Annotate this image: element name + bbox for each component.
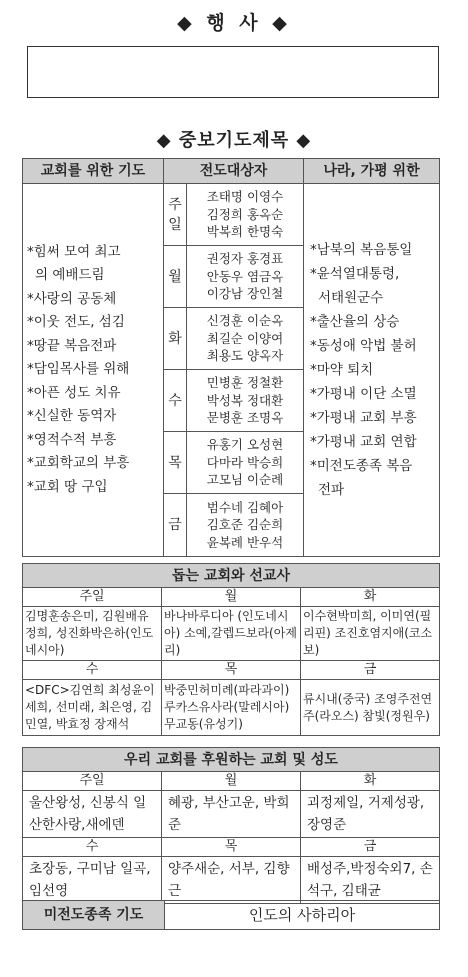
nation-prayer-item: *가평내 이단 소멸 bbox=[310, 386, 417, 402]
church-prayer-item: *아픈 성도 치유 bbox=[27, 384, 121, 401]
church-prayer-item: *사랑의 공동체 bbox=[27, 290, 117, 307]
support-entry: 바나바루디아 (인도네시아) 소예,갈렙드보라(아제리) bbox=[162, 607, 301, 661]
evangelism-name-line: 윤복례 반우석 bbox=[206, 534, 284, 550]
support-entry: 류시내(중국) 조영주전연주(라오스) 참빛(정원우) bbox=[301, 680, 440, 736]
events-title: ◆ 행 사 ◆ bbox=[177, 12, 291, 34]
evangelism-names bbox=[187, 308, 304, 370]
prayer-table bbox=[22, 158, 440, 557]
header-church: 교회를 위한 기도 bbox=[23, 159, 164, 184]
nation-prayer-item: *남북의 복음통일 bbox=[310, 242, 413, 258]
affiliates-day: 수 bbox=[23, 838, 162, 857]
day-label: 화 bbox=[164, 308, 187, 370]
nation-prayer-item: *동성애 악법 불허 bbox=[310, 338, 417, 354]
evangelism-names bbox=[187, 246, 304, 308]
evangelism-name-line: 문병훈 조명옥 bbox=[206, 410, 284, 426]
evangelism-name-line: 최길순 이양여 bbox=[206, 330, 284, 346]
evangelism-name-line: 안동우 염금옥 bbox=[206, 268, 284, 284]
header-nation: 나라, 가평 위한 bbox=[304, 159, 440, 184]
affiliates-day: 금 bbox=[301, 838, 440, 857]
affiliates-day: 주일 bbox=[23, 772, 162, 791]
church-prayer-item: *힘써 모여 최고 bbox=[27, 243, 121, 260]
affiliates-entry: 양주새순, 서부, 김향근 bbox=[162, 857, 301, 904]
mission-value: 인도의 사하리아 bbox=[165, 901, 440, 930]
nation-prayer-item: *가평내 교회 부흥 bbox=[310, 410, 417, 426]
support-day: 주일 bbox=[23, 588, 162, 607]
day-label: 주 일 bbox=[164, 184, 187, 246]
support-day: 금 bbox=[301, 661, 440, 680]
affiliates-entry: 울산왕성, 신봉식 일산한사랑,새에덴 bbox=[23, 791, 162, 838]
evangelism-names bbox=[187, 494, 304, 557]
evangelism-names bbox=[187, 184, 304, 246]
church-prayer-item: *교회 땅 구입 bbox=[27, 478, 108, 495]
nation-prayer-item: 서태원군수 bbox=[318, 290, 384, 306]
affiliates-day: 목 bbox=[162, 838, 301, 857]
evangelism-name-line: 김정희 홍옥순 bbox=[206, 206, 284, 222]
church-prayer-item: *영적수적 부흥 bbox=[27, 431, 117, 448]
evangelism-name-line: 김호준 김순희 bbox=[206, 517, 284, 533]
church-prayer-item: *교회학교의 부흥 bbox=[27, 455, 130, 472]
day-label: 목 bbox=[164, 432, 187, 494]
evangelism-name-line: 이강남 장인철 bbox=[206, 286, 284, 302]
church-prayer-item: *신실한 동역자 bbox=[27, 408, 117, 425]
affiliates-entry: 괴정제일, 거제성광, 장영준 bbox=[301, 791, 440, 838]
events-box bbox=[27, 46, 439, 98]
nation-prayer-item: *마약 퇴치 bbox=[310, 362, 374, 378]
evangelism-name-line: 박성복 정대환 bbox=[206, 392, 284, 408]
day-label: 수 bbox=[164, 370, 187, 432]
evangelism-name-line: 유홍기 오성현 bbox=[206, 437, 284, 453]
evangelism-name-line: 민병훈 정철환 bbox=[206, 375, 284, 391]
support-entry: 이수현박미희, 이미연(필리핀) 조진호염지애(코소보) bbox=[301, 607, 440, 661]
evangelism-name-line: 범수네 김혜아 bbox=[206, 499, 284, 515]
nation-prayer-item: *미전도종족 복음 bbox=[310, 458, 413, 474]
affiliates-title: 우리 교회를 후원하는 교회 및 성도 bbox=[23, 748, 440, 772]
affiliates-table bbox=[22, 747, 440, 904]
nation-prayer-item: *가평내 교회 연합 bbox=[310, 434, 417, 450]
nation-prayer-list bbox=[304, 184, 440, 557]
nation-prayer-item: 전파 bbox=[318, 482, 345, 498]
affiliates-day: 월 bbox=[162, 772, 301, 791]
support-day: 목 bbox=[162, 661, 301, 680]
day-label: 월 bbox=[164, 246, 187, 308]
support-day: 월 bbox=[162, 588, 301, 607]
church-prayer-item: *이웃 전도, 섬김 bbox=[27, 314, 125, 331]
day-label: 금 bbox=[164, 494, 187, 557]
support-title: 돕는 교회와 선교사 bbox=[23, 564, 440, 588]
support-entry: <DFC>김연희 최성윤이세희, 선미래, 최은영, 김민열, 박효정 장재석 bbox=[23, 680, 162, 736]
affiliates-day: 화 bbox=[301, 772, 440, 791]
affiliates-entry: 혜광, 부산고운, 박희준 bbox=[162, 791, 301, 838]
support-day: 수 bbox=[23, 661, 162, 680]
affiliates-entry: 배성주,박정숙외7, 손석구, 김태균 bbox=[301, 857, 440, 904]
nation-prayer-item: *윤석열대통령, bbox=[310, 266, 400, 282]
support-day: 화 bbox=[301, 588, 440, 607]
prayer-title: ◆ 중보기도제목 ◆ bbox=[156, 130, 312, 151]
evangelism-names bbox=[187, 370, 304, 432]
evangelism-name-line: 신경훈 이순옥 bbox=[206, 313, 284, 329]
church-prayer-list bbox=[23, 184, 164, 557]
mission-table bbox=[22, 900, 440, 930]
evangelism-names bbox=[187, 432, 304, 494]
support-table bbox=[22, 563, 440, 736]
evangelism-name-line: 고모님 이순례 bbox=[206, 472, 284, 488]
church-prayer-item: *땅끝 복음전파 bbox=[27, 337, 117, 354]
support-entry: 김명훈송은미, 김원배유정희, 성진화박은하(인도네시아) bbox=[23, 607, 162, 661]
church-prayer-item: 의 예배드림 bbox=[35, 267, 105, 284]
mission-label: 미전도종족 기도 bbox=[23, 901, 165, 930]
evangelism-name-line: 다마라 박승희 bbox=[206, 454, 284, 470]
support-entry: 박중민허미례(파라과이) 루카스유사라(말레시아) 무교동(유성기) bbox=[162, 680, 301, 736]
header-evangelism: 전도대상자 bbox=[164, 159, 304, 184]
evangelism-name-line: 최용도 양옥자 bbox=[206, 348, 284, 364]
evangelism-name-line: 권정자 홍경표 bbox=[206, 251, 284, 267]
affiliates-entry: 초장동, 구미남 일곡, 임선영 bbox=[23, 857, 162, 904]
evangelism-name-line: 박복희 한명숙 bbox=[206, 224, 284, 240]
evangelism-name-line: 조태명 이영수 bbox=[206, 189, 284, 205]
nation-prayer-item: *출산율의 상승 bbox=[310, 314, 400, 330]
church-prayer-item: *담임목사를 위해 bbox=[27, 361, 130, 378]
